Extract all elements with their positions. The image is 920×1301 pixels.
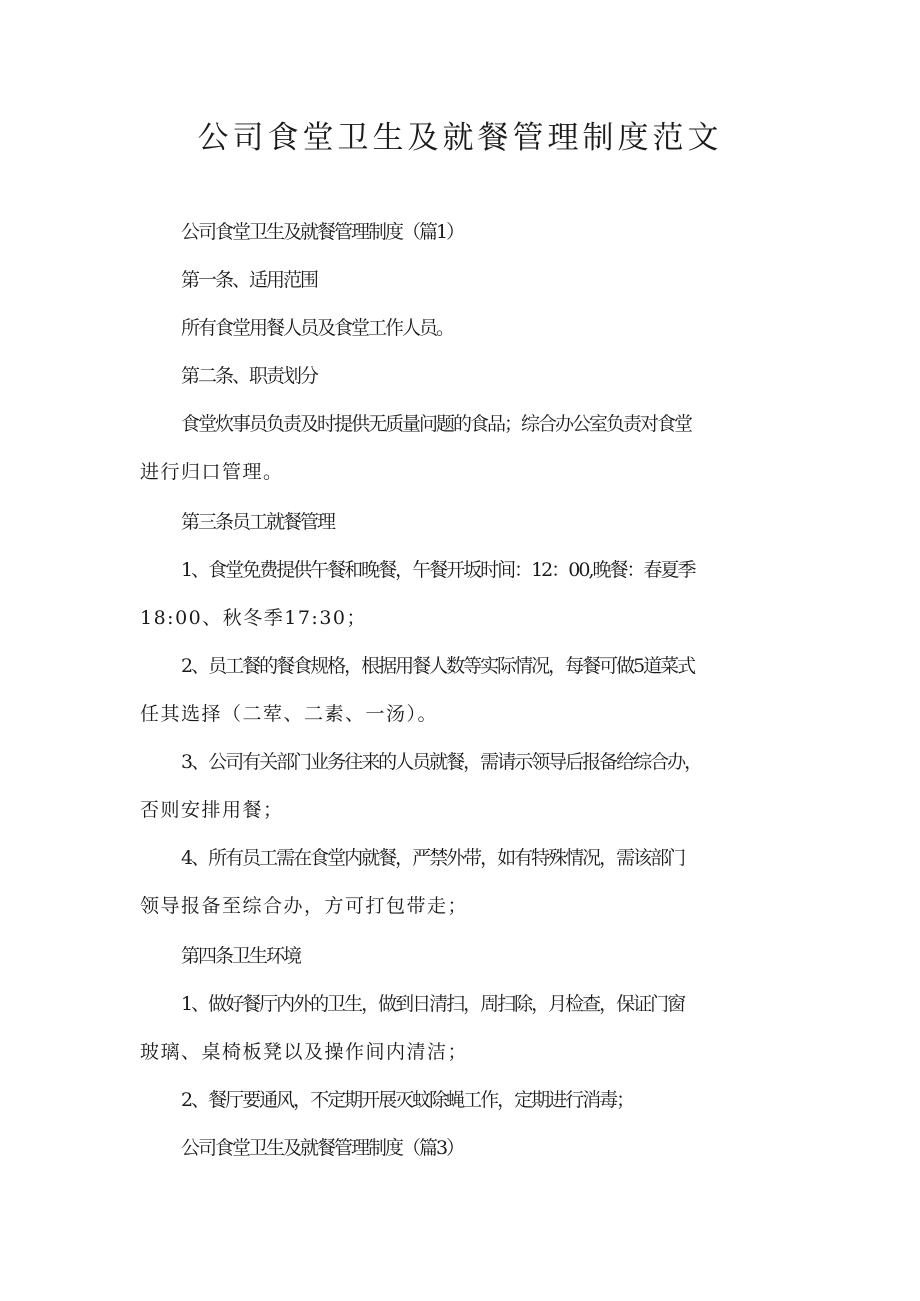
article-3-item-3-line-2: 否则安排用餐；	[140, 799, 284, 821]
article-3-item-3-line-1: 3、公司有关部门业务往来的人员就餐，需请示领导后报备给综合办，	[181, 751, 702, 773]
article-3-item-1-line-1: 1、食堂免费提供午餐和晚餐，午餐开坂时间：12：00,晚餐：春夏季	[181, 559, 695, 581]
article-3-item-2-line-1: 2、员工餐的餐食规格，根据用餐人数等实际情况，每餐可做5道菜式	[181, 655, 695, 677]
article-3-item-4-line-2: 领导报备至综合办，方可打包带走；	[140, 895, 469, 917]
article-2-text-line-2: 进行归口管理。	[140, 461, 284, 483]
article-4-item-1-line-2: 玻璃、桌椅板凳以及操作间内清洁；	[140, 1041, 469, 1063]
article-3-item-2-line-2: 任其选择（二荤、二素、一汤）。	[140, 703, 439, 725]
article-4-item-2: 2、餐厅要通风，不定期开展灭蚊除蝇工作，定期进行消毒；	[181, 1089, 634, 1111]
article-4-heading: 第四条卫生环境	[181, 945, 301, 967]
article-1-heading: 第一条、适用范围	[181, 269, 318, 291]
section-heading-part-3: 公司食堂卫生及就餐管理制度（篇3）	[181, 1137, 464, 1159]
article-3-heading: 第三条员工就餐管理	[181, 511, 335, 533]
document-title: 公司食堂卫生及就餐管理制度范文	[197, 120, 723, 156]
article-2-text-line-1: 食堂炊事员负责及时提供无质量问题的食品；综合办公室负责对食堂	[181, 413, 692, 435]
section-heading-part-1: 公司食堂卫生及就餐管理制度（篇1）	[181, 221, 464, 243]
article-3-item-4-line-1: 4、所有员工需在食堂内就餐，严禁外带，如有特殊情况，需该部门	[181, 847, 685, 869]
article-4-item-1-line-1: 1、做好餐厅内外的卫生，做到日清扫，周扫除，月检查，保证门窗	[181, 993, 685, 1015]
article-1-text: 所有食堂用餐人员及食堂工作人员。	[181, 317, 454, 339]
article-2-heading: 第二条、职责划分	[181, 365, 318, 387]
article-3-item-1-line-2: 18:00、秋冬季17:30；	[140, 607, 368, 629]
